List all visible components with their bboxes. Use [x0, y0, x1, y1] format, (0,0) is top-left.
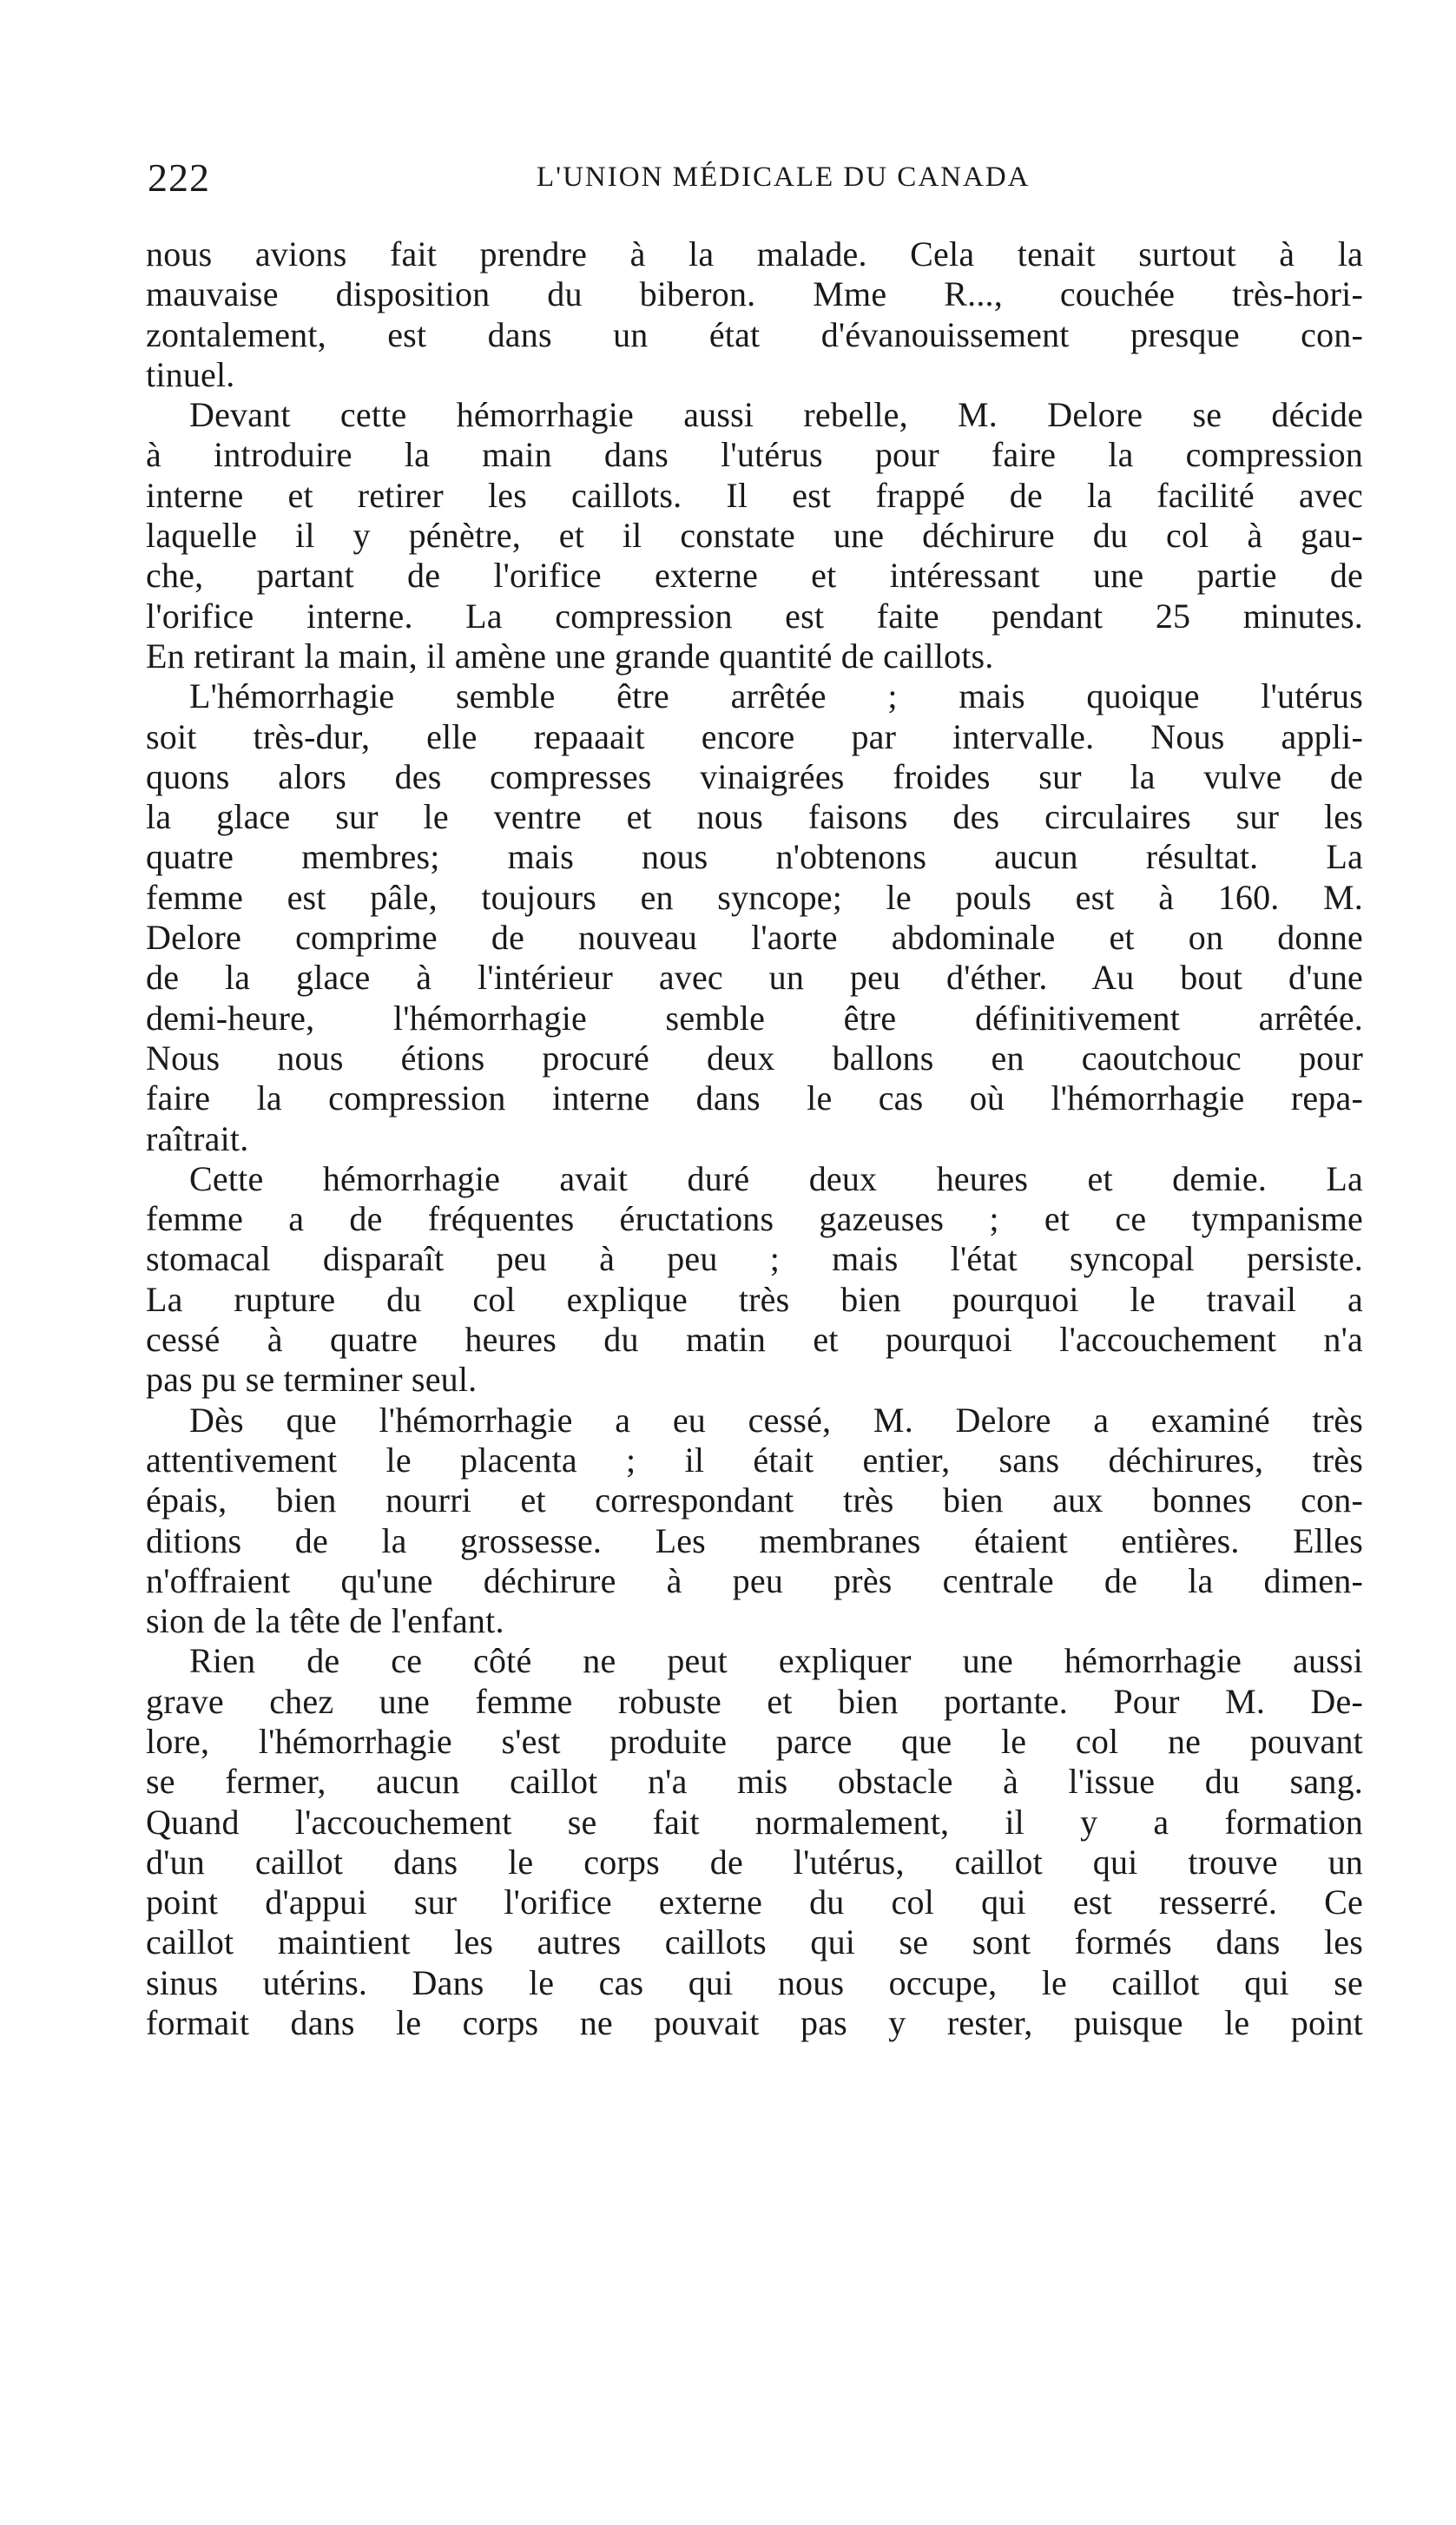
text-line: d'un caillot dans le corps de l'utérus, caillot qui trouve un: [146, 1842, 1363, 1882]
text-line: de la glace à l'intérieur avec un peu d'éther. Au bout d'une: [146, 958, 1363, 998]
text-line: point d'appui sur l'orifice externe du col qui est resserré. Ce: [146, 1882, 1363, 1922]
text-line: caillot maintient les autres caillots qui se sont formés dans les: [146, 1922, 1363, 1962]
text-line: attentivement le placenta ; il était entier, sans déchirures, très: [146, 1440, 1363, 1480]
page-number: 222: [148, 155, 210, 200]
text-line: cessé à quatre heures du matin et pourquoi l'accouchement n'a: [146, 1320, 1363, 1360]
text-line: tinuel.: [146, 354, 235, 394]
text-line: lore, l'hémorrhagie s'est produite parce que le col ne pouvant: [146, 1721, 1363, 1761]
text-line: sinus utérins. Dans le cas qui nous occupe, le caillot qui se: [146, 1962, 1363, 2002]
text-line: nous avions fait prendre à la malade. Cela tenait surtout à la: [146, 234, 1363, 274]
text-line: pas pu se terminer seul.: [146, 1360, 478, 1400]
text-line: laquelle il y pénètre, et il constate une déchirure du col à gau-: [146, 516, 1363, 556]
text-line: Cette hémorrhagie avait duré deux heures et demie. La: [189, 1158, 1363, 1198]
text-line: Dès que l'hémorrhagie a eu cessé, M. Delore a examiné très: [189, 1400, 1363, 1440]
text-line: femme a de fréquentes éructations gazeuses ; et ce tympanisme: [146, 1199, 1363, 1239]
text-line: Rien de ce côté ne peut expliquer une hémorrhagie aussi: [189, 1641, 1363, 1681]
text-line: l'orifice interne. La compression est faite pendant 25 minutes.: [146, 596, 1363, 636]
text-line: ditions de la grossesse. Les membranes étaient entières. Elles: [146, 1520, 1363, 1560]
text-line: La rupture du col explique très bien pourquoi le travail a: [146, 1279, 1363, 1319]
text-line: L'hémorrhagie semble être arrêtée ; mais quoique l'utérus: [189, 676, 1363, 716]
text-line: Nous nous étions procuré deux ballons en caoutchouc pour: [146, 1038, 1363, 1078]
text-line: sion de la tête de l'enfant.: [146, 1601, 504, 1641]
text-line: quatre membres; mais nous n'obtenons aucun résultat. La: [146, 837, 1363, 877]
text-line: En retirant la main, il amène une grande quantité de caillots.: [146, 636, 994, 676]
text-line: Quand l'accouchement se fait normalement, il y a formation: [146, 1802, 1363, 1842]
text-line: n'offraient qu'une déchirure à peu près centrale de la dimen-: [146, 1560, 1363, 1600]
body-text: [146, 234, 1363, 2043]
text-line: Devant cette hémorrhagie aussi rebelle, M. Delore se décide: [189, 395, 1363, 435]
text-line: formait dans le corps ne pouvait pas y rester, puisque le point: [146, 2003, 1363, 2043]
text-line: à introduire la main dans l'utérus pour faire la compression: [146, 435, 1363, 475]
text-line: che, partant de l'orifice externe et intéressant une partie de: [146, 556, 1363, 596]
text-line: demi-heure, l'hémorrhagie semble être définitivement arrêtée.: [146, 998, 1363, 1038]
page-header: [148, 155, 1363, 207]
text-line: soit très-dur, elle repaaait encore par intervalle. Nous appli-: [146, 716, 1363, 756]
text-line: zontalement, est dans un état d'évanouissement presque con-: [146, 314, 1363, 354]
text-line: Delore comprime de nouveau l'aorte abdominale et on donne: [146, 918, 1363, 958]
text-line: la glace sur le ventre et nous faisons des circulaires sur les: [146, 797, 1363, 837]
text-line: raîtrait.: [146, 1118, 249, 1158]
text-line: se fermer, aucun caillot n'a mis obstacle à l'issue du sang.: [146, 1762, 1363, 1802]
text-line: faire la compression interne dans le cas où l'hémorrhagie repa-: [146, 1078, 1363, 1118]
text-line: mauvaise disposition du biberon. Mme R..., couchée très-hori-: [146, 274, 1363, 314]
text-line: femme est pâle, toujours en syncope; le pouls est à 160. M.: [146, 877, 1363, 917]
text-line: quons alors des compresses vinaigrées froides sur la vulve de: [146, 756, 1363, 796]
text-line: stomacal disparaît peu à peu ; mais l'état syncopal persiste.: [146, 1239, 1363, 1279]
text-line: épais, bien nourri et correspondant très bien aux bonnes con-: [146, 1480, 1363, 1520]
text-line: interne et retirer les caillots. Il est frappé de la facilité avec: [146, 475, 1363, 515]
text-line: grave chez une femme robuste et bien portante. Pour M. De-: [146, 1681, 1363, 1721]
running-title: L'UNION MÉDICALE DU CANADA: [537, 162, 1031, 193]
